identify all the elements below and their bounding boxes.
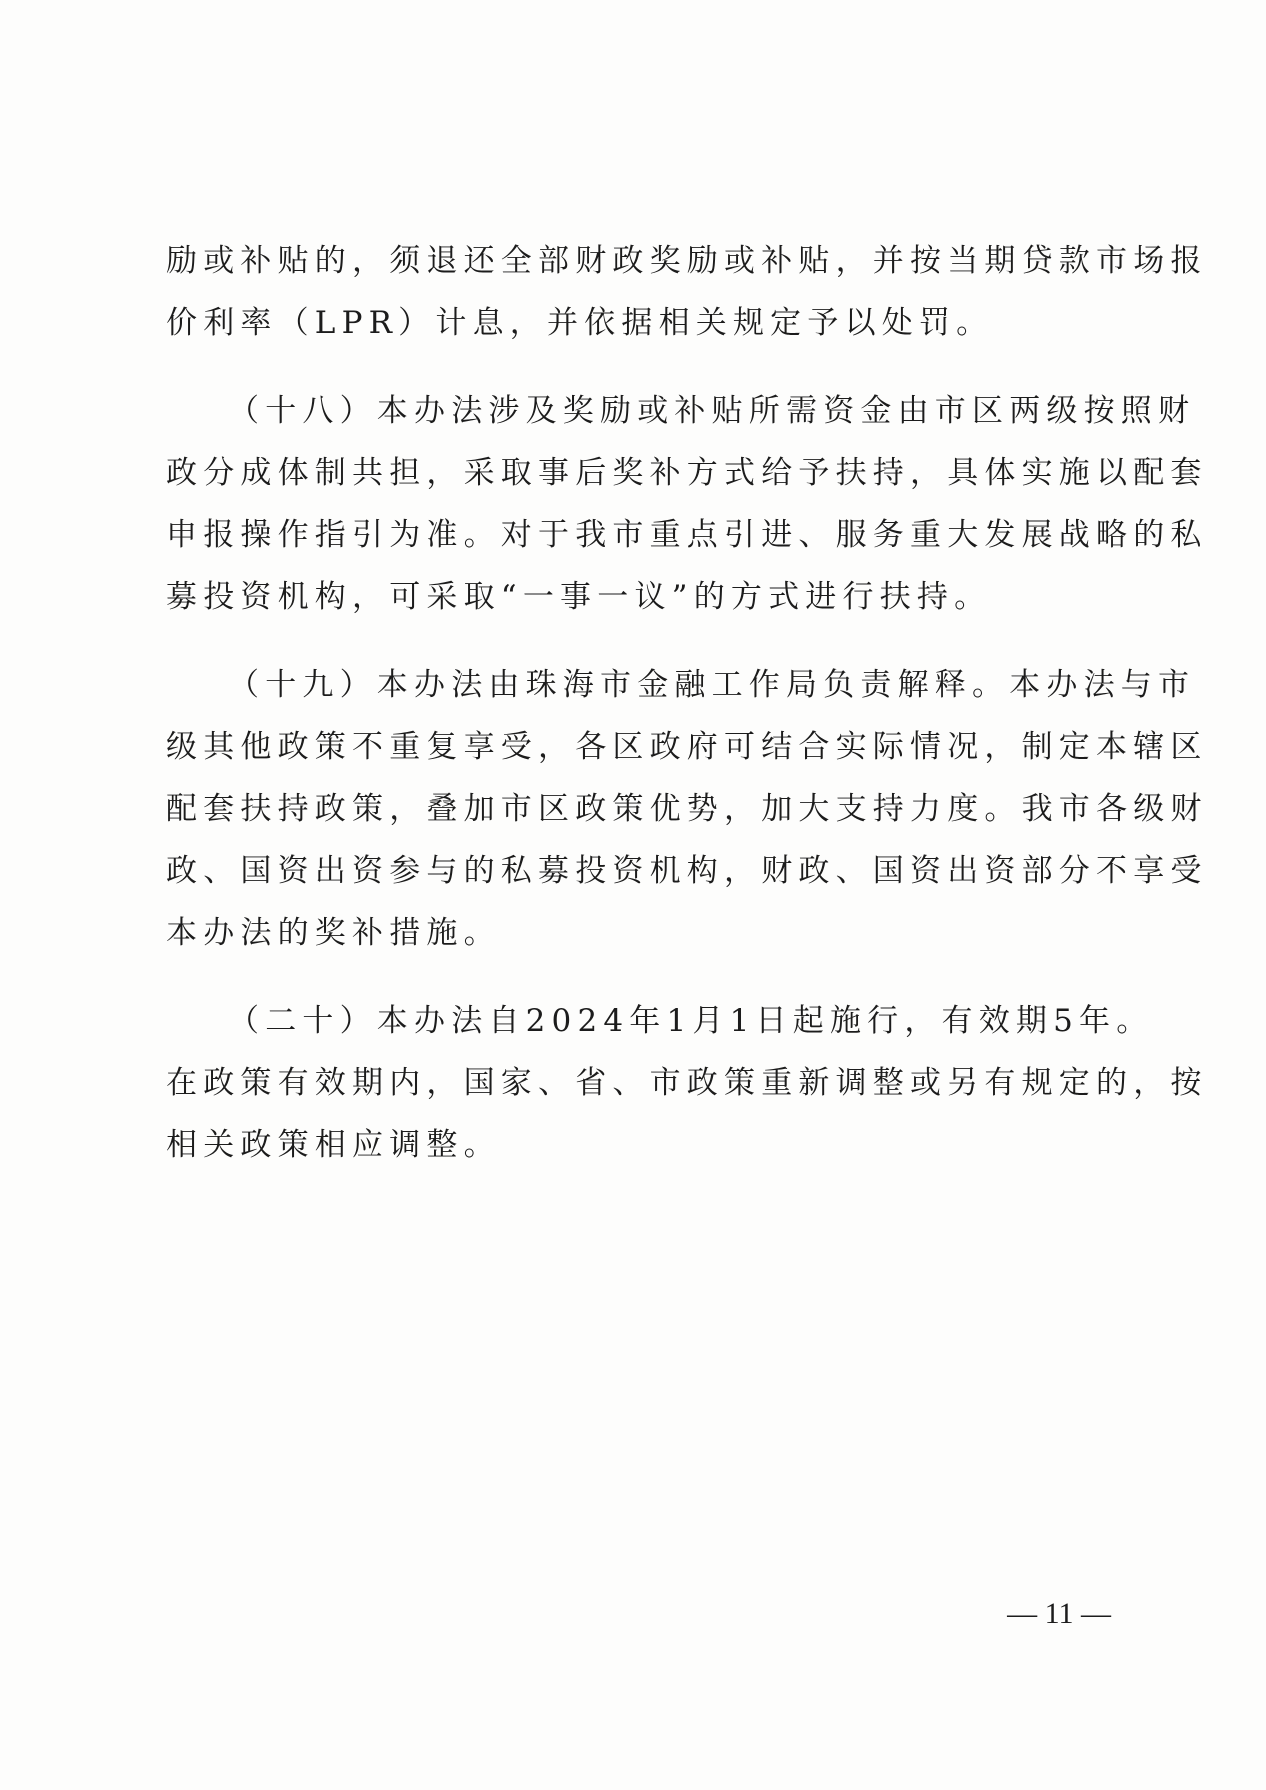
text-line: 在政策有效期内，国家、省、市政策重新调整或另有规定的，按 [166, 1065, 1208, 1101]
page-number: — 11 — [1007, 1597, 1111, 1630]
document-body [166, 230, 1208, 1176]
paragraph-clause-19 [166, 654, 1208, 964]
text-line: 政、国资出资参与的私募投资机构，财政、国资出资部分不享受 [166, 853, 1208, 889]
text-line: （十八）本办法涉及奖励或补贴所需资金由市区两级按照财 [228, 393, 1196, 429]
text-line: 政分成体制共担，采取事后奖补方式给予扶持，具体实施以配套 [166, 455, 1208, 491]
text-line: 励或补贴的，须退还全部财政奖励或补贴，并按当期贷款市场报 [166, 243, 1208, 279]
text-line: 级其他政策不重复享受，各区政府可结合实际情况，制定本辖区 [166, 729, 1208, 765]
text-line: （十九）本办法由珠海市金融工作局负责解释。本办法与市 [228, 667, 1196, 703]
text-line: 价利率（LPR）计息，并依据相关规定予以处罚。 [166, 305, 994, 341]
paragraph-clause-20 [166, 990, 1208, 1176]
text-line: 相关政策相应调整。 [166, 1127, 501, 1163]
text-line: 申报操作指引为准。对于我市重点引进、服务重大发展战略的私 [166, 517, 1208, 553]
paragraph-continuation [166, 230, 1208, 354]
text-line: 募投资机构，可采取“一事一议”的方式进行扶持。 [166, 579, 992, 615]
text-line: 本办法的奖补措施。 [166, 915, 501, 951]
text-line: （二十）本办法自2024年1月1日起施行，有效期5年。 [228, 1003, 1154, 1039]
text-line: 配套扶持政策，叠加市区政策优势，加大支持力度。我市各级财 [166, 791, 1208, 827]
paragraph-clause-18 [166, 380, 1208, 628]
